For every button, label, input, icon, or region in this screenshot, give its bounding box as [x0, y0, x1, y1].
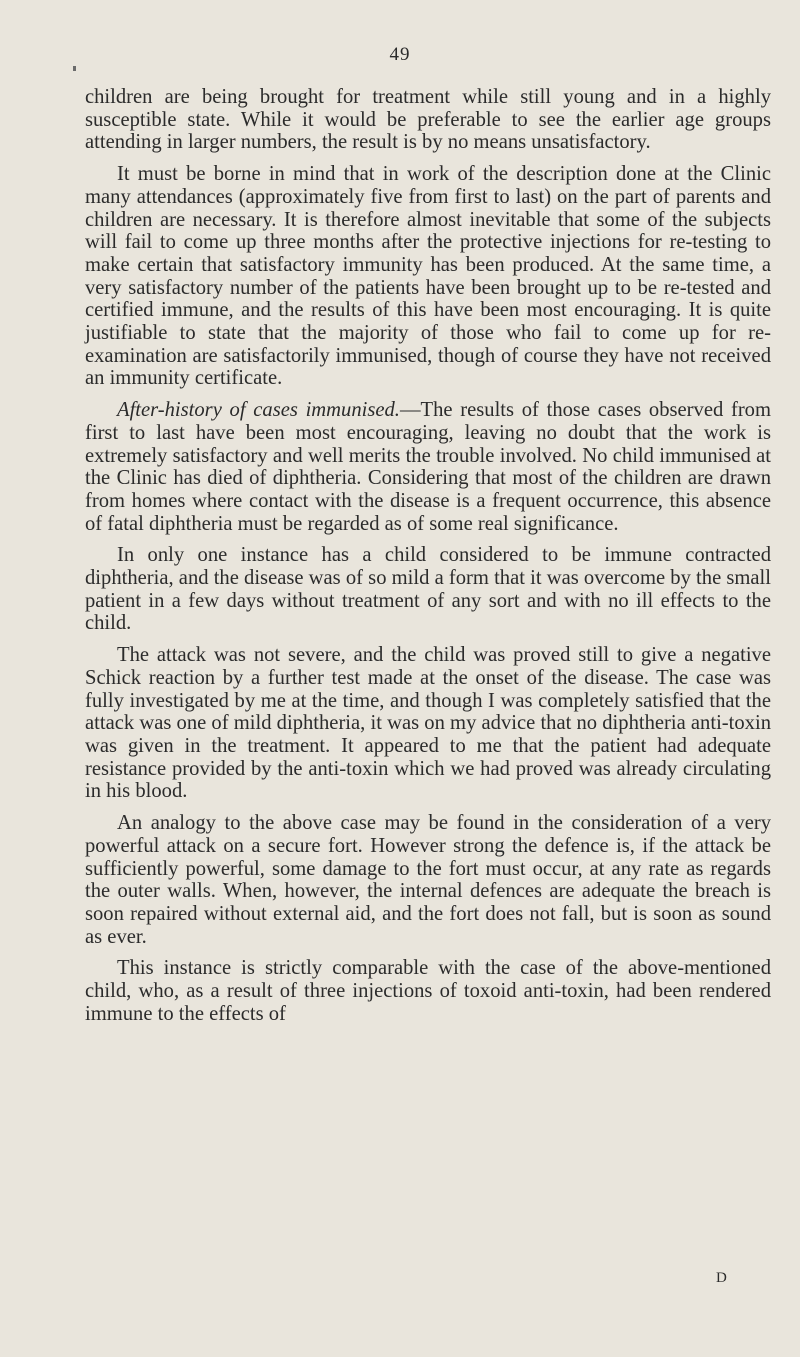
paragraph-clinic-attendances: It must be borne in mind that in work of the description done at the Clinic many attendances (approximately five from first to last) on the part of parents and children are necessary. It is therefore almost inevitable that some of the subjects will fail to come up three months after the protective injections for re-testing to make certain that satisfactory immunity has been produced. At the same time, a very satisfactory number of the patients have been brought up to be re-tested and certified immune, and the results of this have been most encouraging. It is quite justifiable to state that the majority of those who fail to come up for re-examination are satisfactorily immunised, though of course they have not received an immunity certificate.	[85, 163, 771, 390]
paragraph-fort-analogy: An analogy to the above case may be found in the consideration of a very powerful attack on a secure fort. However strong the defence is, if the attack be sufficiently powerful, some damage to the fort must occur, at any rate as regards the outer walls. When, however, the internal defences are adequate the breach is soon repaired without external aid, and the fort does not fall, but is soon as sound as ever.	[85, 812, 771, 948]
paragraph-after-history-text: —The results of those cases observed from first to last have been most encouraging, leaving no doubt that the work is extremely satisfactory and well merits the trouble involved. No child immunised at the Clinic has died of diphtheria. Considering that most of the children are drawn from homes where contact with the disease is a frequent occurrence, this absence of fatal diphtheria must be regarded as of some real significance.	[85, 399, 772, 535]
body-text	[85, 86, 771, 1034]
stray-ink-mark	[73, 66, 76, 71]
section-heading-after-history: After-history of cases immunised.	[117, 399, 400, 422]
page-number: 49	[389, 44, 411, 65]
paragraph-attack-details: The attack was not severe, and the child was proved still to give a negative Schick reaction by a further test made at the onset of the disease. The case was fully investigated by me at the time, and though I was completely satisfied that the attack was one of mild diphtheria, it was on my advice that no diphtheria anti-toxin was given in the treatment. It appeared to me that the patient had adequate resistance provided by the anti-toxin which we had proved was already circulating in his blood.	[85, 644, 771, 803]
paragraph-after-history	[85, 399, 771, 535]
signature-mark: D	[716, 1270, 727, 1286]
paragraph-continuation: children are being brought for treatment while still young and in a highly susceptible state. While it would be preferable to see the earlier age groups attending in larger numbers, the result is by no means unsatisfactory.	[85, 86, 771, 154]
paragraph-single-instance: In only one instance has a child considered to be immune contracted diphtheria, and the disease was of so mild a form that it was overcome by the small patient in a few days without treatment of any sort and with no ill effects to the child.	[85, 544, 771, 635]
paragraph-comparison: This instance is strictly comparable with the case of the above-mentioned child, who, as a result of three injections of toxoid anti-toxin, had been rendered immune to the effects of	[85, 957, 771, 1025]
